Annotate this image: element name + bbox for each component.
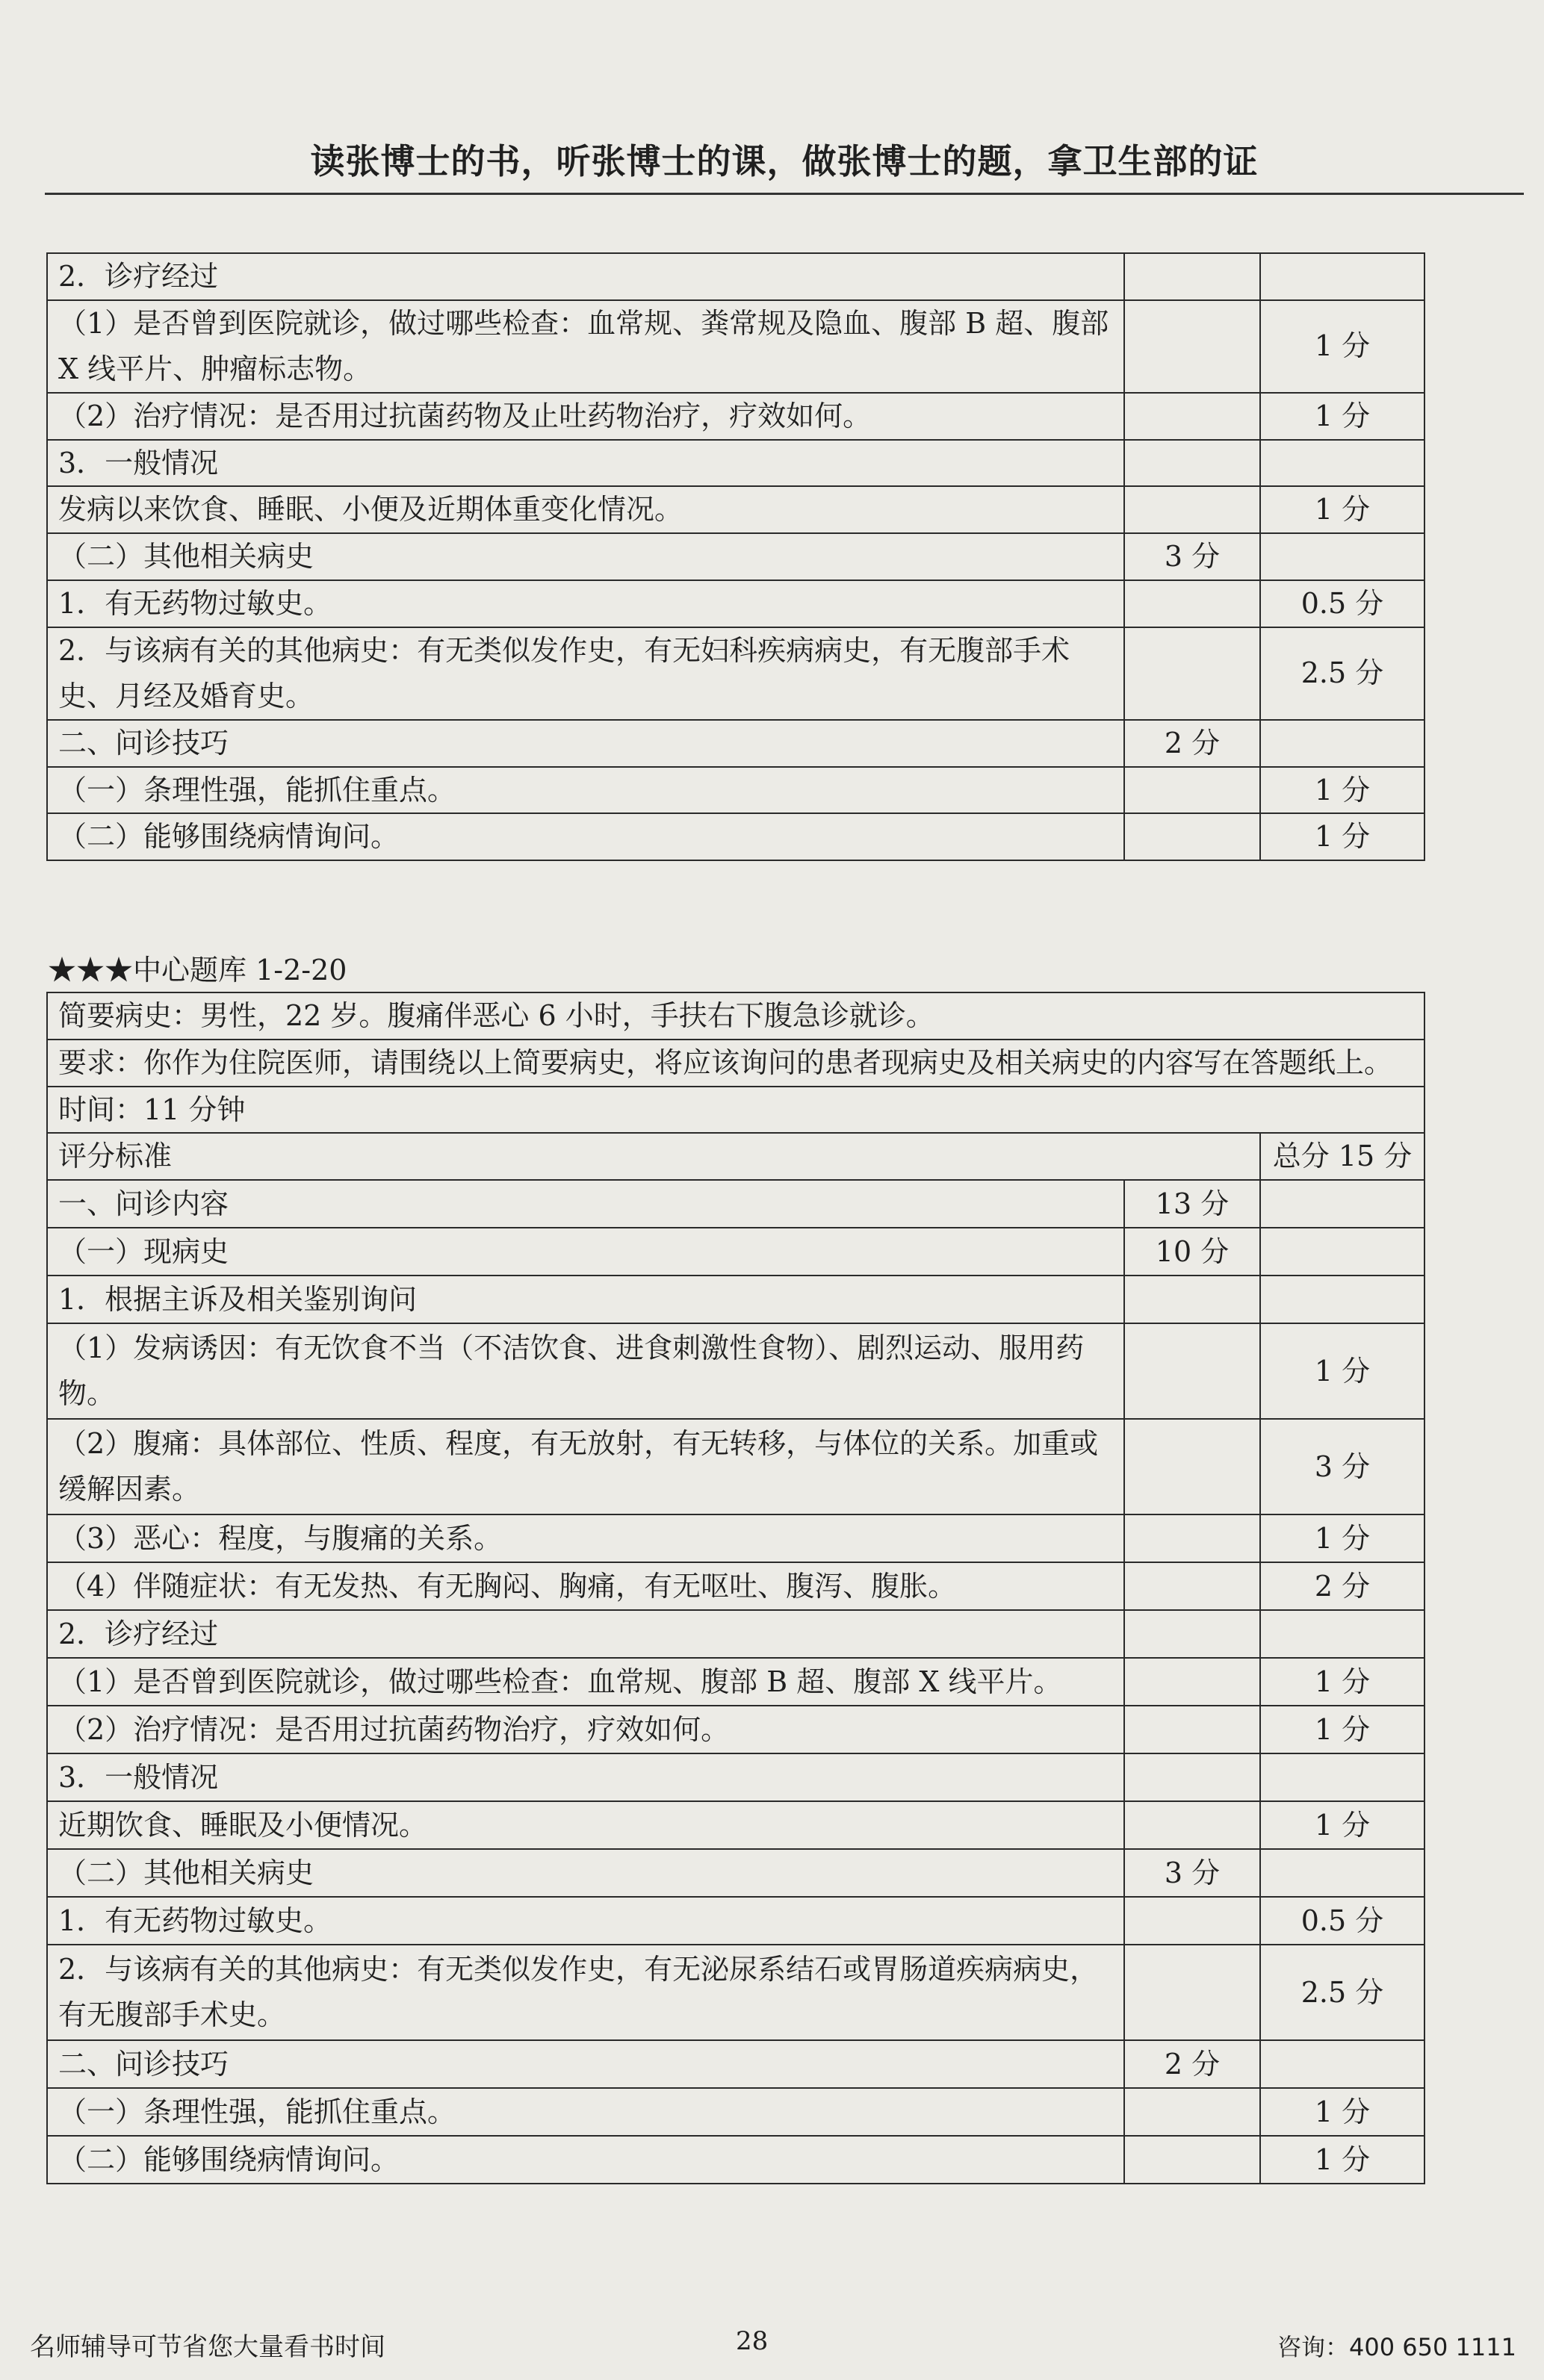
row-text: 1．有无药物过敏史。 — [47, 1897, 1124, 1945]
total-score: 总分 15 分 — [1260, 1133, 1424, 1180]
scoring-table-2 — [46, 992, 1425, 2184]
row-text: （一）现病史 — [47, 1228, 1124, 1276]
row-subscore — [1260, 1610, 1424, 1658]
row-text: （二）能够围绕病情询问。 — [47, 813, 1124, 860]
table-row — [47, 1945, 1424, 2040]
row-subscore — [1260, 1276, 1424, 1323]
row-text: （1）是否曾到医院就诊，做过哪些检查：血常规、腹部 B 超、腹部 X 线平片。 — [47, 1658, 1124, 1706]
row-text: （2）治疗情况：是否用过抗菌药物及止吐药物治疗，疗效如何。 — [47, 393, 1124, 440]
table-row — [47, 486, 1424, 533]
row-subscore: 2.5 分 — [1260, 627, 1424, 720]
row-score — [1124, 1514, 1260, 1562]
row-text: 3．一般情况 — [47, 1753, 1124, 1801]
row-subscore — [1260, 1849, 1424, 1897]
row-text: （4）伴随症状：有无发热、有无胸闷、胸痛，有无呕吐、腹泻、腹胀。 — [47, 1562, 1124, 1610]
table-row — [47, 1849, 1424, 1897]
case-text: 简要病史：男性，22 岁。腹痛伴恶心 6 小时，手扶右下腹急诊就诊。 — [47, 992, 1424, 1040]
row-text: （3）恶心：程度，与腹痛的关系。 — [47, 1514, 1124, 1562]
row-subscore: 0.5 分 — [1260, 580, 1424, 627]
row-subscore: 3 分 — [1260, 1419, 1424, 1514]
row-text: （二）其他相关病史 — [47, 1849, 1124, 1897]
row-subscore — [1260, 1228, 1424, 1276]
table-row — [47, 1753, 1424, 1801]
table-row — [47, 1323, 1424, 1419]
row-subscore — [1260, 2040, 1424, 2088]
section-title-1-2-20: ★★★中心题库 1-2-20 — [48, 954, 347, 987]
row-score — [1124, 2136, 1260, 2184]
row-score — [1124, 393, 1260, 440]
row-text: 2．与该病有关的其他病史：有无类似发作史，有无妇科疾病病史，有无腹部手术史、月经及婚育史。 — [47, 627, 1124, 720]
row-text: 二、问诊技巧 — [47, 2040, 1124, 2088]
row-score — [1124, 1610, 1260, 1658]
row-score: 2 分 — [1124, 720, 1260, 767]
row-score — [1124, 580, 1260, 627]
row-subscore — [1260, 1180, 1424, 1228]
row-subscore — [1260, 440, 1424, 487]
row-score — [1124, 627, 1260, 720]
row-subscore: 0.5 分 — [1260, 1897, 1424, 1945]
table-row — [47, 1897, 1424, 1945]
row-text: 1．根据主诉及相关鉴别询问 — [47, 1276, 1124, 1323]
table-row — [47, 1180, 1424, 1228]
row-text: （二）能够围绕病情询问。 — [47, 2136, 1124, 2184]
row-subscore: 1 分 — [1260, 486, 1424, 533]
row-subscore: 2 分 — [1260, 1562, 1424, 1610]
table-row — [47, 1562, 1424, 1610]
table-row — [47, 533, 1424, 580]
row-score: 3 分 — [1124, 533, 1260, 580]
header-rule — [45, 193, 1524, 195]
row-score — [1124, 1753, 1260, 1801]
table-row — [47, 253, 1424, 300]
row-subscore: 1 分 — [1260, 2136, 1424, 2184]
table-row — [47, 1706, 1424, 1753]
table-row — [47, 1514, 1424, 1562]
row-subscore — [1260, 1753, 1424, 1801]
row-text: （1）是否曾到医院就诊，做过哪些检查：血常规、粪常规及隐血、腹部 B 超、腹部 X 线平片、肿瘤标志物。 — [47, 300, 1124, 393]
table-row — [47, 1228, 1424, 1276]
row-score: 10 分 — [1124, 1228, 1260, 1276]
row-subscore: 1 分 — [1260, 813, 1424, 860]
row-score — [1124, 1562, 1260, 1610]
scoring-table-1 — [46, 252, 1425, 861]
row-text: （一）条理性强，能抓住重点。 — [47, 2088, 1124, 2136]
row-subscore: 2.5 分 — [1260, 1945, 1424, 2040]
requirement-row — [47, 1040, 1424, 1087]
row-score — [1124, 1658, 1260, 1706]
row-subscore: 1 分 — [1260, 1323, 1424, 1419]
row-text: 2．与该病有关的其他病史：有无类似发作史，有无泌尿系结石或胃肠道疾病病史，有无腹部手术史。 — [47, 1945, 1124, 2040]
row-score — [1124, 1897, 1260, 1945]
row-score: 3 分 — [1124, 1849, 1260, 1897]
row-text: （二）其他相关病史 — [47, 533, 1124, 580]
row-score — [1124, 1945, 1260, 2040]
row-subscore: 1 分 — [1260, 300, 1424, 393]
row-text: 2．诊疗经过 — [47, 253, 1124, 300]
row-score — [1124, 253, 1260, 300]
row-score — [1124, 440, 1260, 487]
row-text: 3．一般情况 — [47, 440, 1124, 487]
row-score — [1124, 1323, 1260, 1419]
row-score — [1124, 1801, 1260, 1849]
table-row — [47, 720, 1424, 767]
page-header-title: 读张博士的书，听张博士的课，做张博士的题，拿卫生部的证 — [310, 141, 1259, 181]
table-row — [47, 1658, 1424, 1706]
row-subscore — [1260, 720, 1424, 767]
row-text: （2）治疗情况：是否用过抗菌药物治疗，疗效如何。 — [47, 1706, 1124, 1753]
criteria-label: 评分标准 — [47, 1133, 1260, 1180]
table-row — [47, 580, 1424, 627]
row-score — [1124, 2088, 1260, 2136]
table-row — [47, 300, 1424, 393]
time-row — [47, 1087, 1424, 1134]
table-row — [47, 1419, 1424, 1514]
row-subscore: 1 分 — [1260, 2088, 1424, 2136]
row-score — [1124, 1419, 1260, 1514]
footer-contact: 咨询：400 650 1111 — [1277, 2333, 1516, 2361]
row-text: （2）腹痛：具体部位、性质、程度，有无放射，有无转移，与体位的关系。加重或缓解因素。 — [47, 1419, 1124, 1514]
row-subscore: 1 分 — [1260, 767, 1424, 814]
row-text: 二、问诊技巧 — [47, 720, 1124, 767]
table-row — [47, 2040, 1424, 2088]
case-row — [47, 992, 1424, 1040]
row-subscore: 1 分 — [1260, 1706, 1424, 1753]
criteria-row — [47, 1133, 1424, 1180]
time-text: 时间：11 分钟 — [47, 1087, 1424, 1134]
table-row — [47, 627, 1424, 720]
row-score: 2 分 — [1124, 2040, 1260, 2088]
row-score — [1124, 1706, 1260, 1753]
row-text: 一、问诊内容 — [47, 1180, 1124, 1228]
row-subscore: 1 分 — [1260, 393, 1424, 440]
row-text: 近期饮食、睡眠及小便情况。 — [47, 1801, 1124, 1849]
row-score — [1124, 767, 1260, 814]
table-row — [47, 2136, 1424, 2184]
row-text: 发病以来饮食、睡眠、小便及近期体重变化情况。 — [47, 486, 1124, 533]
table-row — [47, 1801, 1424, 1849]
row-subscore: 1 分 — [1260, 1801, 1424, 1849]
row-subscore: 1 分 — [1260, 1658, 1424, 1706]
table-row — [47, 393, 1424, 440]
row-text: 2．诊疗经过 — [47, 1610, 1124, 1658]
table-row — [47, 1276, 1424, 1323]
table-row — [47, 767, 1424, 814]
footer-slogan: 名师辅导可节省您大量看书时间 — [30, 2332, 385, 2362]
row-text: 1．有无药物过敏史。 — [47, 580, 1124, 627]
row-score — [1124, 1276, 1260, 1323]
requirement-text: 要求：你作为住院医师，请围绕以上简要病史，将应该询问的患者现病史及相关病史的内容写在答题纸上。 — [47, 1040, 1424, 1087]
row-score: 13 分 — [1124, 1180, 1260, 1228]
row-subscore — [1260, 253, 1424, 300]
page-number: 28 — [736, 2326, 769, 2356]
table-row — [47, 1610, 1424, 1658]
row-score — [1124, 486, 1260, 533]
row-text: （1）发病诱因：有无饮食不当（不洁饮食、进食刺激性食物）、剧烈运动、服用药物。 — [47, 1323, 1124, 1419]
row-subscore: 1 分 — [1260, 1514, 1424, 1562]
table-row — [47, 2088, 1424, 2136]
row-score — [1124, 300, 1260, 393]
row-score — [1124, 813, 1260, 860]
table-row — [47, 813, 1424, 860]
row-text: （一）条理性强，能抓住重点。 — [47, 767, 1124, 814]
row-subscore — [1260, 533, 1424, 580]
table-row — [47, 440, 1424, 487]
